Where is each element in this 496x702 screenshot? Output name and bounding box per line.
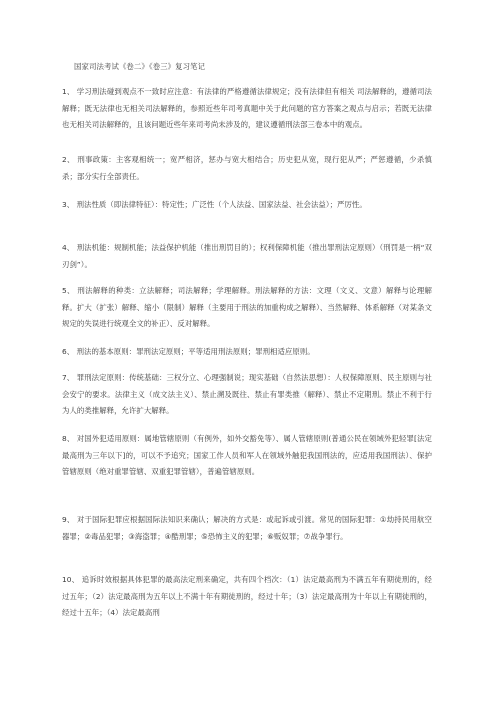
paragraph-1: 1、 学习刑法碰到观点不一致时应注意：有法律的严格遵循法律规定；没有法律但有相关 司法解释的，遵循司法解释；既无法律也无相关司法解释的，参照近些年司考真题中关于此问题的官方答案之观点与启示；若既无法律也无相关司法解释的，且该问题近些年来司考尚未涉及的，建议遵循刑法部三卷本中的观点。 (62, 87, 432, 130)
paragraph-3: 3、 刑法性质（即法律特征）：特定性；广泛性（个人法益、国家法益、社会法益）；严厉性。 (62, 200, 367, 209)
document-title: 国家司法考试《卷二》《卷三》复习笔记 (74, 62, 206, 71)
paragraph-2: 2、 刑事政策：主客观相统一；宽严相济，惩办与宽大相结合；历史犯从宽，现行犯从严；严惩遵循，少杀慎杀；部分实行全部责任。 (62, 155, 432, 181)
paragraph-7: 7、 罪刑法定原则：传统基础：三权分立、心理强制说；现实基础（自然法思想）：人权保障原则、民主原则与社会安宁的要求。法律主义（成文法主义）、禁止溯及既往、禁止有罪类推（解释）、禁止不定期刑。禁止不利于行为人的类推解释，允许扩大解释。 (62, 373, 432, 416)
paragraph-10: 10、 追诉时效根据具体犯罪的最高法定刑来确定，共有四个档次：（1）法定最高刑为不满五年有期徒刑的，经过五年；（2）法定最高刑为五年以上不满十年有期徒刑的，经过十年；（3）法定最高刑为十年以上有期徒刑的，经过十五年；（4）法定最高刑 (62, 575, 432, 618)
paragraph-5: 5、 刑法解释的种类：立法解释；司法解释；学理解释。刑法解释的方法：文理（文义、文意）解释与论理解释。扩大（扩张）解释、缩小（限制）解释（主要用于刑法的加重构成之解释）、当然解释、体系解释（对某条文规定的失误进行统观全文的补正）、反对解释。 (62, 286, 432, 329)
paragraph-4: 4、 刑法机能：规制机能；法益保护机能（推出刑罚目的）；权利保障机能（推出罪刑法定原则）（刑罚是一柄“双刃剑”）。 (62, 243, 432, 269)
paragraph-6: 6、 刑法的基本原则：罪刑法定原则；平等适用刑法原则；罪刑相适应原则。 (62, 347, 315, 356)
paragraph-8: 8、 对国外犯适用原则：属地管辖原则（有例外，如外交豁免等）、属人管辖原则(普通公民在领域外犯轻罪[法定最高刑为三年以下]的，可以不予追究；国家工作人员和军人在领域外触犯我国刑法的，应适用我国刑法）、保护管辖原则（绝对重罪管辖、双重犯罪管辖），普遍管辖原则。 (62, 434, 432, 477)
paragraph-9: 9、 对于国际犯罪应根据国际法知识来确认；解决的方式是：或起诉或引渡。常见的国际犯罪：①劫持民用航空器罪；②毒品犯罪；③海盗罪；④酷刑罪；⑤恐怖主义的犯罪；⑥贩奴罪；⑦战争罪行。 (62, 515, 432, 541)
